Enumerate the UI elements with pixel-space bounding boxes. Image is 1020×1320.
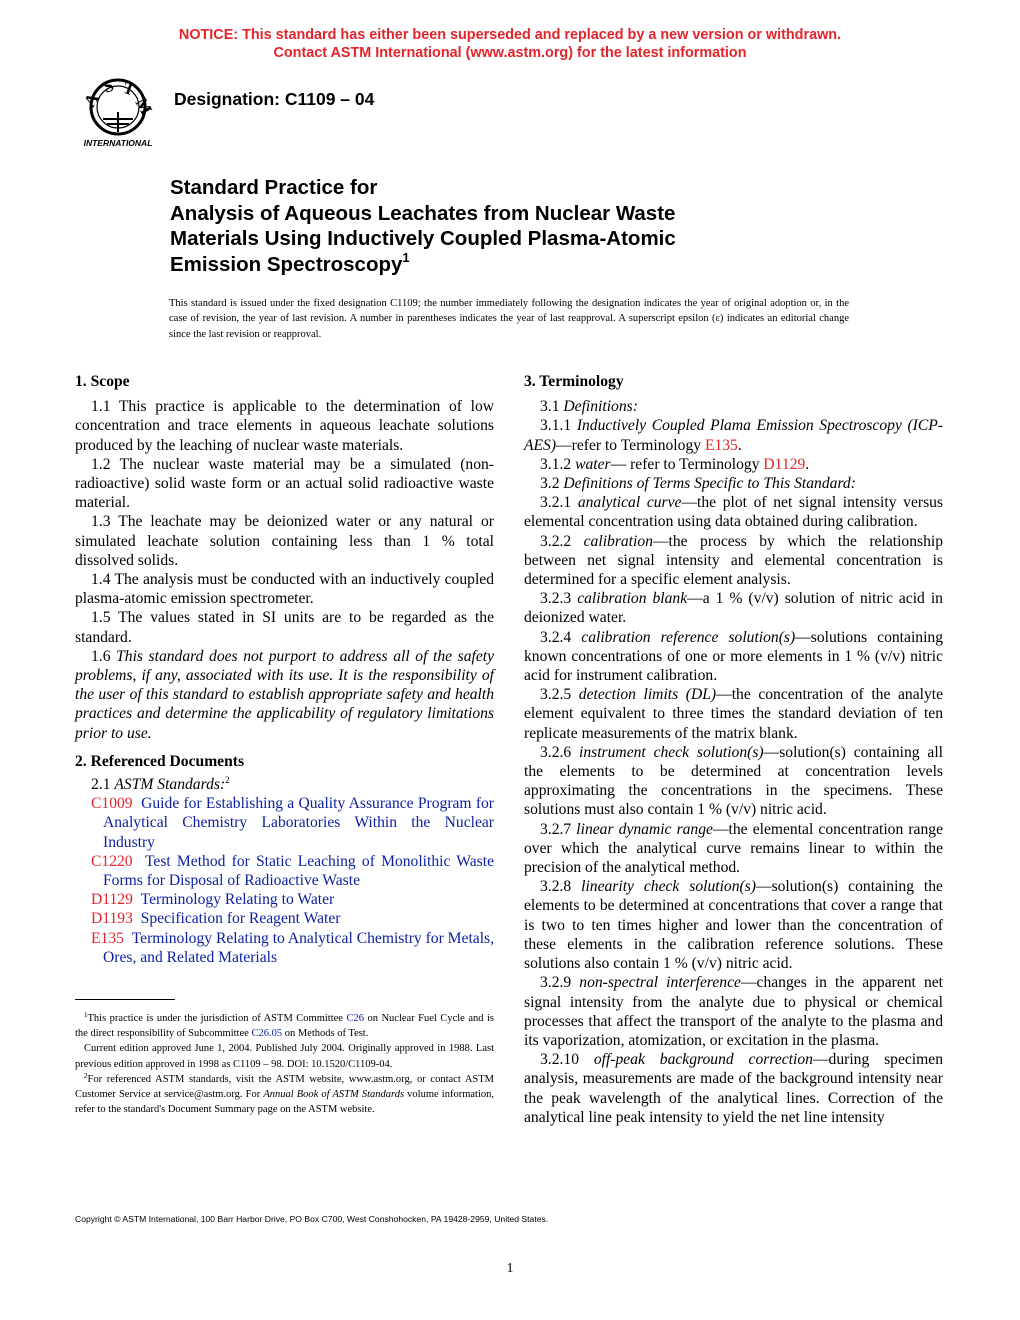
paragraph-1-4: 1.4 The analysis must be conducted with an inductively coupled plasma-atomic emission spectrometer. (75, 571, 494, 608)
document-title (170, 175, 870, 277)
defined-term: linearity check solution(s) (581, 878, 756, 896)
paragraph-number: 3.2.7 (540, 820, 577, 838)
reference-title[interactable]: Guide for Establishing a Quality Assurance Program for Analytical Chemistry Laboratories Within the Nuclear Industry (103, 795, 495, 851)
page-number: 1 (506, 1261, 514, 1276)
paragraph-1-3: 1.3 The leachate may be deionized water or any natural or simulated leachate solution containing less than 1 % total dissolved solids. (75, 513, 494, 569)
paragraph-3-1 (524, 397, 943, 416)
paragraph-3-2-3 (524, 589, 943, 627)
svg-text:T: T (120, 77, 138, 100)
issuance-statement: This standard is issued under the fixed designation C1109; the number immediately following the designation indicates the year of original adoption or, in the case of revision, the year of last revision. A number in parentheses indicates the year of last reapproval. A superscript epsilon (ε) indicates an editorial change since the last revision or reapproval. (169, 298, 849, 340)
reference-code[interactable]: E135 (91, 929, 124, 947)
footnote-2 (75, 1072, 494, 1118)
definition-text: —the concentration of the analyte element equivalent to three times the standard deviation of ten replicate measurements of the matrix blank. (524, 686, 943, 742)
definition-text: —the process by which the relationship between net signal intensity and elemental concentration is determined for a specific element analysis. (524, 532, 943, 589)
terminology-heading: 3. Terminology (524, 373, 624, 390)
title-line-4 (170, 249, 870, 278)
svg-text:M: M (131, 94, 157, 118)
footnote-1-text-a: This practice is under the jurisdiction of ASTM Committee (87, 1013, 347, 1024)
definition-text: — refer to Terminology (610, 455, 764, 473)
reference-list (75, 794, 494, 967)
footnotes (75, 1011, 494, 1117)
footnote-1-text-c: on Methods of Test. (282, 1028, 369, 1040)
paragraph-number: 3.1.1 (540, 417, 577, 435)
svg-text:A: A (80, 89, 103, 110)
paragraph-1-6 (75, 647, 494, 743)
reference-code[interactable]: D1193 (91, 910, 133, 928)
footnote-divider (75, 999, 175, 1000)
definition-text: —the plot of net signal intensity versus elemental concentration using data obtained during calibration. (524, 494, 943, 531)
paragraph-number: 3.2.9 (540, 974, 580, 992)
defined-term: linear dynamic range (576, 820, 713, 838)
defined-term: off-peak background correction (593, 1051, 813, 1069)
paragraph-3-2-9 (524, 973, 943, 1050)
defined-term: detection limits (DL) (578, 686, 717, 704)
paragraph-3-2-6 (524, 743, 943, 820)
footnote-1 (75, 1011, 494, 1041)
definition-text: —a 1 % (v/v) solution of nitric acid in deionized water. (524, 590, 943, 627)
reference-item[interactable] (75, 794, 494, 852)
paragraph-number: 3.1 (540, 398, 564, 416)
defined-term: calibration reference solution(s) (581, 628, 796, 646)
right-column (524, 370, 943, 1127)
scope-heading: 1. Scope (75, 373, 130, 390)
subcommittee-link[interactable]: C26.05 (251, 1028, 283, 1040)
paragraph-number: 3.2.6 (540, 743, 580, 761)
footnote-1-mark: 1 (84, 1011, 88, 1019)
notice-line-1: NOTICE: This standard has either been superseded and replaced by a new version or withdrawn. (178, 27, 842, 43)
safety-caveat: This standard does not purport to address all of the safety problems, if any, associated with its use. It is the responsibility of the user of this standard to establish appropriate safety and health practices and determine the applicability of regulatory limitations prior to use. (75, 647, 495, 742)
referenced-documents-heading: 2. Referenced Documents (75, 752, 245, 770)
reference-title[interactable]: Test Method for Static Leaching of Monolithic Waste Forms for Disposal of Radioactive Waste (103, 852, 495, 890)
definitions-specific-label: Definitions of Terms Specific to This Standard: (563, 475, 856, 493)
astm-standards-label: ASTM Standards: (114, 776, 226, 794)
paragraph-1-2: 1.2 The nuclear waste material may be a simulated (non-radioactive) solid waste form or an actual solid radioactive waste material. (75, 455, 494, 512)
definition-text: —solution(s) containing the elements to be determined at concentrations that cover a range that is two to ten times higher and lower than the concentration of these elements in the calibration reference solutions. These solutions also contain 1 % (v/v) nitric acid. (524, 878, 943, 973)
paragraph-number: 3.2.10 (540, 1051, 594, 1069)
paragraph-3-2-10 (524, 1050, 943, 1127)
paragraph-2-1-number: 2.1 (91, 776, 115, 794)
reference-item[interactable] (75, 890, 494, 909)
terminology-link-d1129[interactable]: D1129 (763, 455, 806, 473)
paragraph-number: 3.2.5 (540, 686, 579, 704)
paragraph-number: 3.1.2 (540, 455, 576, 473)
footnote-2-text-b: volume information, refer to the standard's Document Summary page on the ASTM website. (75, 1089, 494, 1116)
definition-text: —solution(s) containing all the elements to be determined at concentration levels approximating the concentrations in the specimens. These solutions must also contain 1 % (v/v) nitric acid. (524, 743, 943, 819)
footnote-2-mark: 2 (84, 1071, 88, 1080)
left-column (75, 370, 494, 967)
paragraph-1-1: 1.1 This practice is applicable to the determination of low concentration and trace elements in aqueous leachate solutions produced by the leaching of nuclear waste materials. (75, 398, 494, 454)
reference-item[interactable] (75, 909, 494, 928)
paragraph-3-2-5 (524, 685, 943, 743)
definition-text: —changes in the apparent net signal intensity from the analyte due to physical or chemical processes that affect the transport of the analyte to the plasma and its vaporization, atomization, or excitation in the plasma. (524, 974, 944, 1049)
footnote-1-text-b: on Nuclear Fuel Cycle and is the direct responsibility of Subcommittee (75, 1013, 494, 1040)
definition-text: —refer to Terminology (556, 436, 705, 454)
committee-link[interactable]: C26 (346, 1013, 364, 1024)
title-line-3: Materials Using Inductively Coupled Plasma-Atomic (170, 227, 676, 250)
reference-item[interactable] (75, 852, 494, 890)
astm-international-logo-icon (76, 74, 160, 150)
defined-term: calibration (583, 532, 653, 550)
paragraph-3-2-4 (524, 628, 943, 686)
paragraph-number: 3.2.2 (540, 532, 584, 550)
designation: Designation: C1109 – 04 (174, 89, 375, 109)
defined-term: analytical curve (577, 494, 682, 512)
paragraph-1-6-number: 1.6 (91, 647, 117, 665)
paragraph-number: 3.2.4 (540, 628, 582, 646)
defined-term: calibration blank (577, 590, 688, 608)
reference-code[interactable]: D1129 (91, 891, 133, 909)
annual-book-title: Annual Book of ASTM Standards (263, 1089, 405, 1101)
footnote-2-text-a: For referenced ASTM standards, visit the ASTM website, www.astm.org, or contact ASTM Customer Service at service@astm.org. For (75, 1073, 494, 1101)
defined-term: Inductively Coupled Plama Emission Spectroscopy (ICP-AES) (524, 417, 943, 454)
reference-code[interactable]: C1009 (91, 795, 133, 813)
paragraph-number: 3.2.1 (540, 494, 578, 512)
paragraph-number: 3.2 (540, 475, 564, 493)
svg-text:S: S (100, 75, 117, 97)
reference-code[interactable]: C1220 (91, 852, 133, 870)
definitions-label: Definitions: (563, 398, 638, 416)
paragraph-number: 3.2.8 (540, 878, 582, 896)
title-line-2: Analysis of Aqueous Leachates from Nuclear Waste (170, 201, 676, 225)
withdrawal-notice (0, 26, 1020, 62)
definition-text: —during specimen analysis, measurements are made of the background intensity near the peak wavelength of the analytical lines. Correction of the analytical line peak intensity to yield the net line intensity (524, 1051, 943, 1126)
paragraph-1-5: 1.5 The values stated in SI units are to be regarded as the standard. (75, 609, 494, 646)
title-line-4-text: Emission Spectroscopy (170, 252, 403, 276)
title-footnote-mark: 1 (402, 249, 410, 265)
paragraph-2-1 (75, 775, 494, 794)
paragraph-3-2-8 (524, 877, 943, 973)
paragraph-3-2-7 (524, 820, 943, 878)
definition-text: —solutions containing known concentrations of one or more elements in 1 % (v/v) nitric acid for instrument calibration. (524, 628, 943, 685)
paragraph-number: 3.2.3 (540, 590, 578, 608)
title-line-1: Standard Practice for (170, 176, 378, 199)
footnote-2-mark: 2 (225, 775, 230, 786)
paragraph-3-2 (524, 474, 943, 493)
reference-title[interactable]: Terminology Relating to Analytical Chemistry for Metals, Ores, and Related Materials (103, 929, 495, 966)
paragraph-3-2-2 (524, 532, 943, 590)
defined-term: non-spectral interference (579, 974, 741, 992)
paragraph-3-2-1 (524, 493, 943, 531)
reference-title[interactable]: Specification for Reagent Water (140, 910, 341, 928)
logo-text: INTERNATIONAL (83, 138, 153, 148)
reference-title[interactable]: Terminology Relating to Water (140, 891, 335, 909)
definition-text: —the elemental concentration range over which the analytical curve remains linear to within the precision of the analytical method. (524, 820, 943, 877)
edition-note: Current edition approved June 1, 2004. Published July 2004. Originally approved in 1988. Last previous edition approved in 1998 as C1109 – 98. DOI: 10.1520/C1109-04. (75, 1043, 494, 1070)
terminology-link-e135[interactable]: E135 (704, 436, 738, 454)
paragraph-3-1-1: 3.1.1 Inductively Coupled Plama Emission Spectroscopy (ICP-AES)—refer to Terminology E135. (524, 417, 943, 454)
notice-line-2: Contact ASTM International (www.astm.org) for the latest information (273, 45, 747, 61)
defined-term: water (575, 455, 611, 473)
defined-term: instrument check solution(s) (579, 743, 764, 761)
paragraph-3-1-2: 3.1.2 water— refer to Terminology D1129. (540, 455, 810, 473)
reference-item[interactable] (75, 929, 494, 967)
copyright-notice: Copyright © ASTM International, 100 Barr Harbor Drive, PO Box C700, West Conshohocken, PA 19428-2959, United States. (75, 1214, 549, 1224)
